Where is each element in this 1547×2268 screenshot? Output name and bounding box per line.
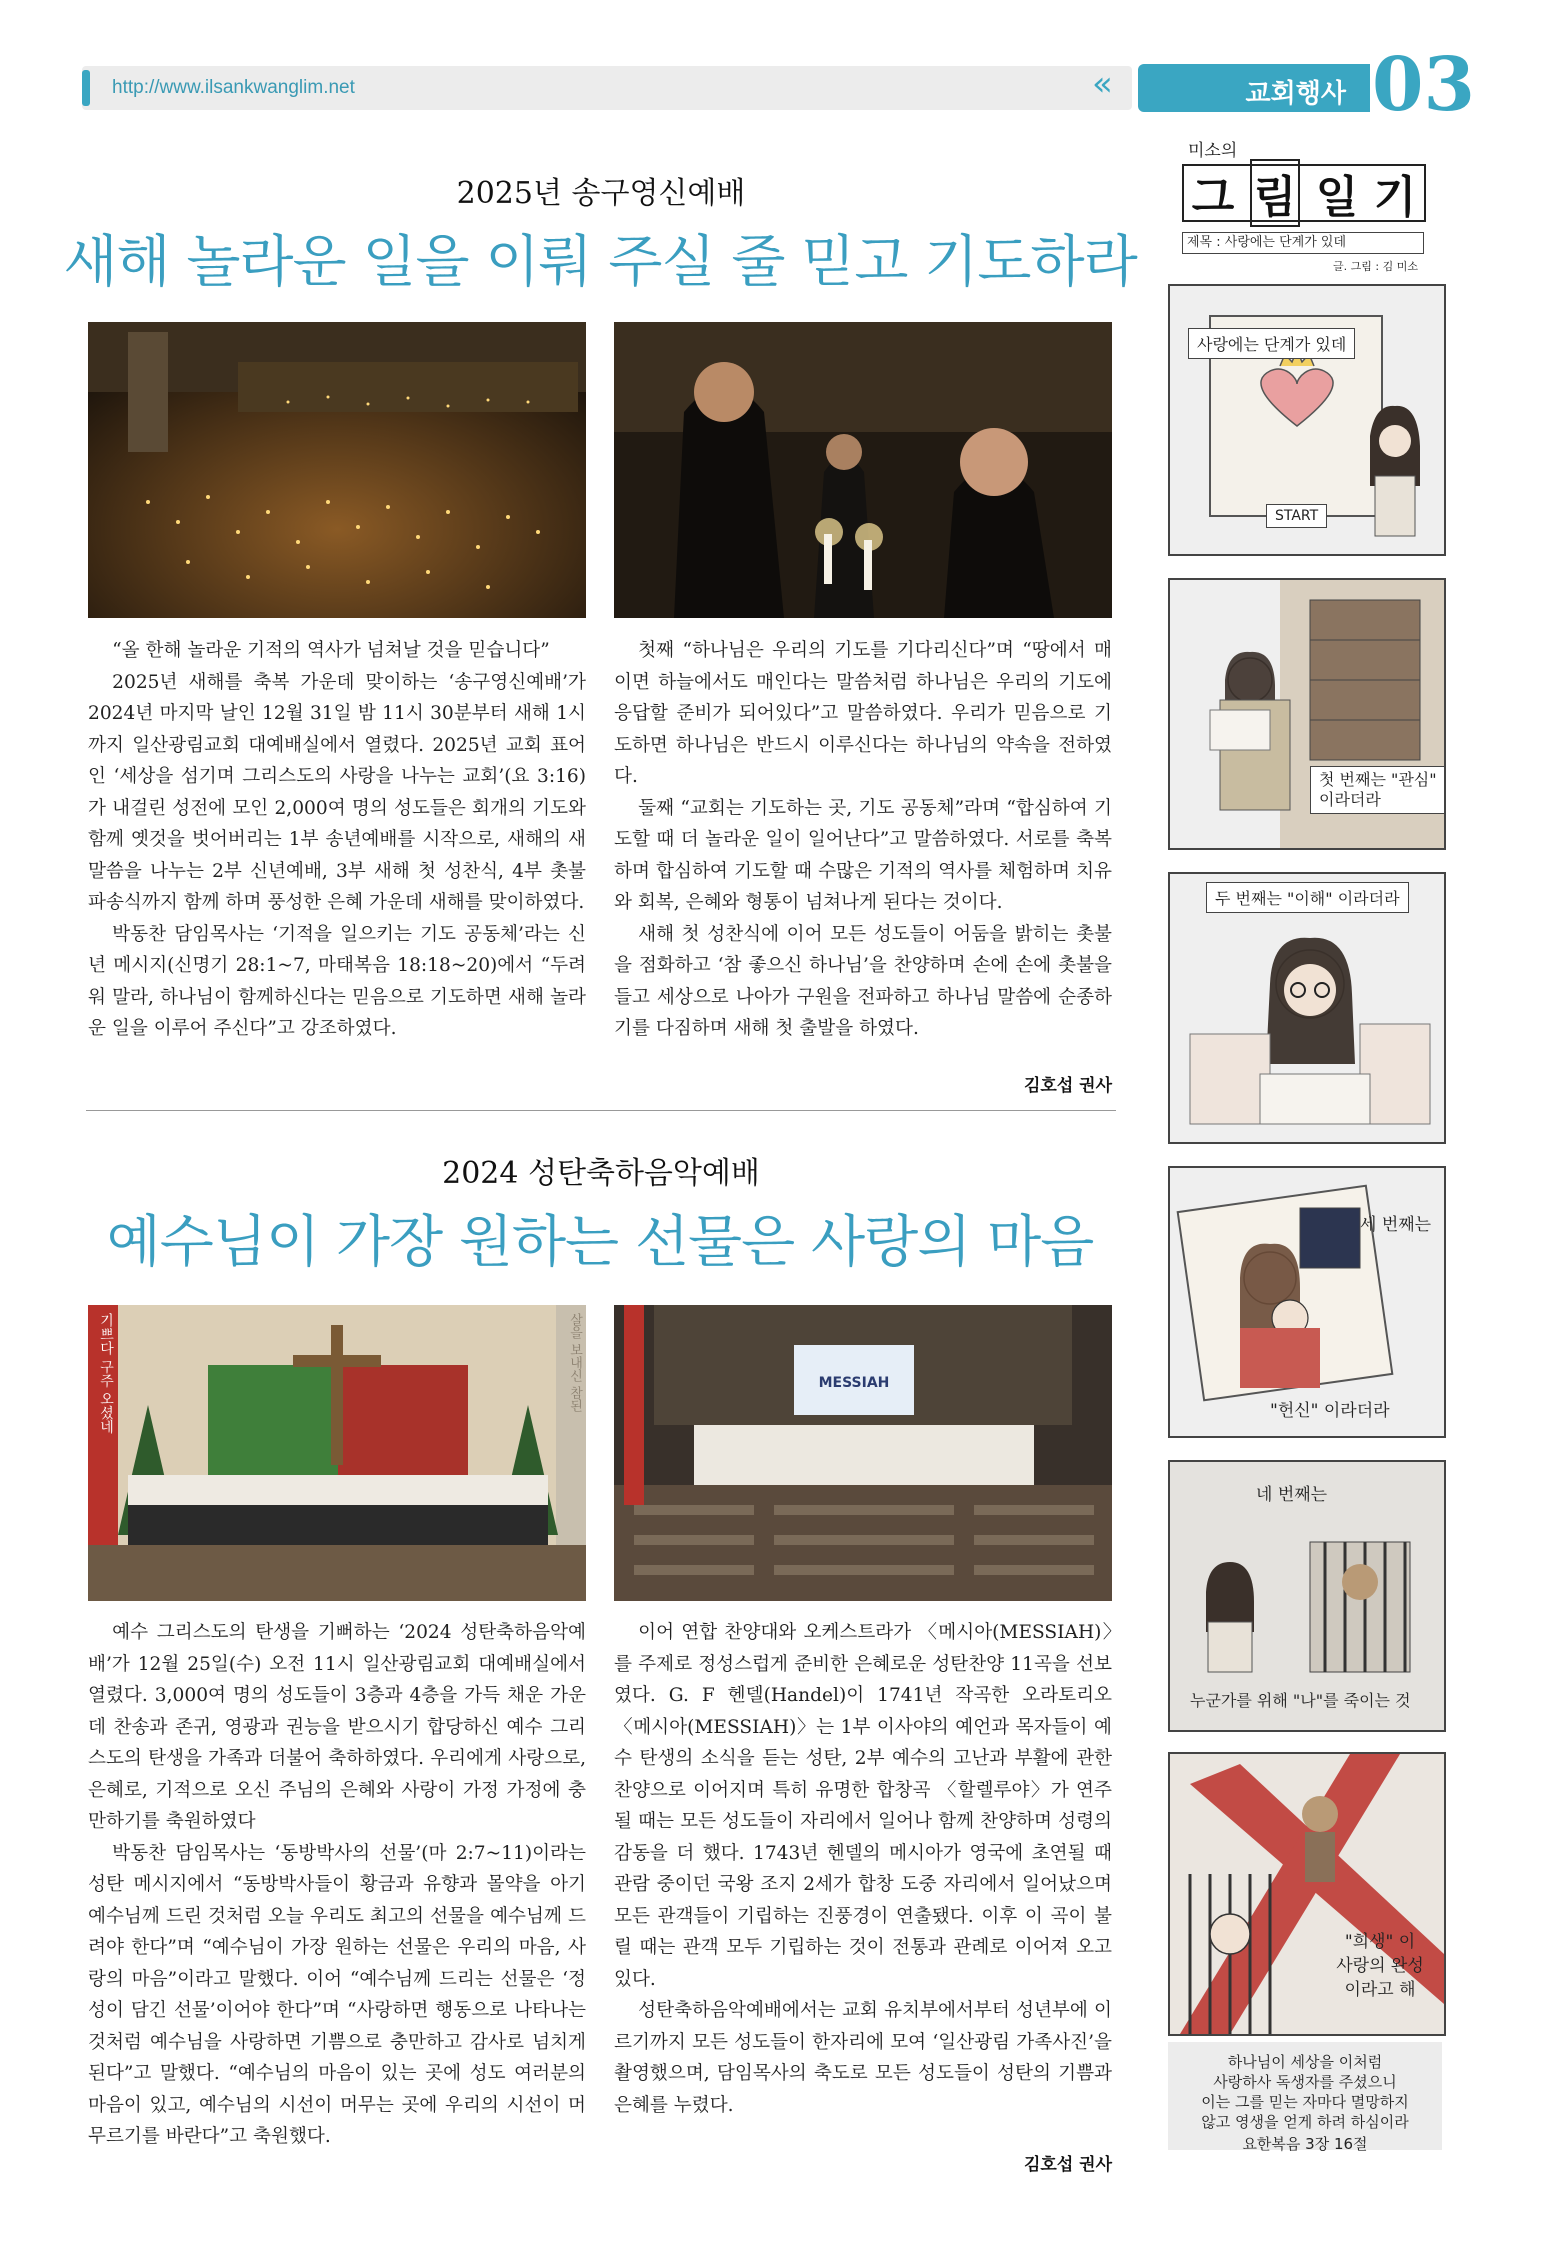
banner-text: 기쁘다 구주 오셨네 — [98, 1313, 114, 1434]
article1-column1 — [88, 635, 586, 1045]
article1-headline: 새해 놀라운 일을 이뤄 주실 줄 믿고 기도하라 — [63, 230, 1137, 295]
article2-column1 — [88, 1617, 586, 2153]
panel-sign: 사랑에는 단계가 있데 — [1188, 328, 1355, 359]
panel-caption: 세 번째는 — [1360, 1215, 1432, 1235]
verse-line: 않고 영생을 얻게 하려 하심이라 — [1201, 2113, 1409, 2131]
photo-candle-lighting — [614, 322, 1112, 618]
paragraph: 이어 연합 찬양대와 오케스트라가 〈메시아(MESSIAH)〉를 주제로 정성스럽게 준비한 은혜로운 성탄찬양 11곡을 선보였다. G. F 헨델(Handel)이 1741년 작곡한 오라토리오 〈메시아(MESSIAH)〉는 1부 이사야의 예언과 목자들이 예수 탄생의 소식을 듣는 성탄, 2부 예수의 고난과 부활에 관한 찬양으로 이어지며 특히 유명한 합창곡 〈할렐루야〉가 연주될 때는 모든 성도들이 자리에서 일어나 함께 찬양하며 성령의 감동을 더 했다. 1743년 헨델의 메시아가 영국에 초연될 때 관람 중이던 국왕 조지 2세가 합창 도중 자리에서 일어났으며 모든 관객들이 기립하는 진풍경이 연출됐다. 이후 이 곡이 불릴 때는 관객 모두 기립하는 것이 전통과 관례로 이어져 오고 있다. — [614, 1622, 1112, 1990]
screen-text: MESSIAH — [818, 1375, 890, 1391]
panel-caption: "헌신" 이라더라 — [1270, 1401, 1390, 1421]
candle-lighting-illustration — [614, 322, 1112, 618]
choir-stage-illustration — [88, 1305, 586, 1601]
comic-panel-4 — [1168, 1166, 1446, 1438]
banner-text: 살을 보내신 참된 — [567, 1313, 582, 1413]
article1-byline: 김호섭 권사 — [1023, 1076, 1112, 1096]
comic-panel-3 — [1168, 872, 1446, 1144]
candlelight-hall-illustration — [88, 322, 586, 618]
site-url[interactable]: http://www.ilsankwanglim.net — [112, 77, 355, 98]
panel-caption: 누군가를 위해 "나"를 죽이는 것 — [1190, 1691, 1411, 1710]
section-tab — [1138, 64, 1370, 112]
url-bar — [82, 66, 1132, 110]
caption-line: "희생" 이 — [1344, 1932, 1416, 1952]
title-char: 그 — [1191, 172, 1235, 223]
title-char: 기 — [1373, 172, 1417, 223]
panel-caption: 두 번째는 "이해" 이라더라 — [1206, 882, 1409, 913]
verse-line: 하나님이 세상을 이처럼 — [1227, 2053, 1383, 2071]
comic-series-title — [1182, 164, 1426, 222]
paragraph: 성탄축하음악예배에서는 교회 유치부에서부터 성년부에 이르기까지 모든 성도들이 한자리에 모여 ‘일산광림 가족사진’을 촬영했으며, 담임목사의 축도로 모든 성도들이 성탄의 기쁨과 은혜를 누렸다. — [614, 2000, 1112, 2116]
photo-choir-christmas — [88, 1305, 586, 1601]
section-title: 교회행사 — [1245, 79, 1346, 109]
article2-kicker: 2024 성탄축하음악예배 — [442, 1156, 760, 1191]
article1-column2 — [614, 635, 1112, 1045]
panel-caption: 네 번째는 — [1256, 1485, 1328, 1505]
panel-caption — [1310, 766, 1446, 814]
comic-panel-5 — [1168, 1460, 1446, 1732]
article2-column2 — [614, 1617, 1112, 2121]
start-sign: START — [1266, 504, 1327, 528]
caption-line: 사랑의 완성 — [1336, 1956, 1424, 1976]
article2-byline: 김호섭 권사 — [1023, 2155, 1112, 2175]
caption-line: 이라고 해 — [1344, 1980, 1416, 2000]
title-char: 림 — [1250, 159, 1301, 227]
caption-line: 첫 번째는 "관심" — [1319, 770, 1437, 789]
section-divider — [86, 1110, 1116, 1111]
reading-illustration — [1170, 874, 1444, 1142]
paragraph: 새해 첫 성찬식에 이어 모든 성도들이 어둠을 밝히는 촛불을 점화하고 ‘참 좋으신 하나님’을 찬양하며 손에 손에 촛불을 들고 세상으로 나아가 구원을 전파하고 하나님 말씀에 순종하기를 다짐하며 새해 첫 출발을 하였다. — [614, 923, 1112, 1039]
panel-caption — [1320, 1930, 1440, 2002]
double-chevron-left-icon: « — [1092, 64, 1105, 104]
article1-kicker: 2025년 송구영신예배 — [456, 176, 746, 211]
paragraph: 예수 그리스도의 탄생을 기뻐하는 ‘2024 성탄축하음악예배’가 12월 25일(수) 오전 11시 일산광림교회 대예배실에서 열렸다. 3,000여 명의 성도들이 3층과 4층을 가득 채운 가운데 찬송과 존귀, 영광과 권능을 받으시기 합당하신 예수 그리스도의 탄생을 가족과 더불어 축하하였다. 우리에게 사랑으로, 은혜로, 기적으로 오신 주님의 은혜와 사랑이 가정 가정에 충만하기를 축원하였다 — [88, 1622, 586, 1832]
paragraph: 박동찬 담임목사는 ‘동방박사의 선물’(마 2:7~11)이라는 성탄 메시지에서 “동방박사들이 황금과 유향과 몰약을 아기 예수님께 드린 것처럼 오늘 우리도 최고의 선물을 예수님께 드려야 한다”며 “예수님이 가장 원하는 선물은 우리의 마음, 사랑의 마음”이라고 말했다. 이어 “예수님께 드리는 선물은 ‘정성이 담긴 선물’이어야 한다”며 “사랑하면 행동으로 나타나는 것처럼 예수님을 사랑하면 기쁨으로 충만하고 감사로 넘치게 된다”고 말했다. “예수님의 마음이 있는 곳에 성도 여러분의 마음이 있고, 예수님의 시선이 머무는 곳에 우리의 시선이 머무르기를 바란다”고 축원했다. — [88, 1842, 586, 2147]
comic-panel-6 — [1168, 1752, 1446, 2036]
caption-line: 이라더라 — [1319, 790, 1381, 809]
paragraph: 둘째 “교회는 기도하는 곳, 기도 공동체”라며 “합심하여 기도할 때 더 놀라운 일이 일어난다”고 말씀하였다. 서로를 축복하며 합심하여 기도할 때 수많은 기적의 역사를 체험하며 치유와 회복, 은혜와 형통이 넘쳐나게 된다는 것이다. — [614, 797, 1112, 913]
comic-series-small: 미소의 — [1188, 141, 1238, 161]
verse-line: 사랑하사 독생자를 주셨으니 — [1213, 2073, 1397, 2091]
comic-subtitle: 제목 : 사랑에는 단계가 있데 — [1182, 232, 1424, 254]
photo-messiah-concert — [614, 1305, 1112, 1601]
article2-headline: 예수님이 가장 원하는 선물은 사랑의 마음 — [106, 1210, 1094, 1275]
concert-hall-illustration — [614, 1305, 1112, 1601]
paragraph: 2025년 새해를 축복 가운데 맞이하는 ‘송구영신예배’가 2024년 마지막 날인 12월 31일 밤 11시 30분부터 새해 1시까지 일산광림교회 대예배실에서 열렸다. 2025년 교회 표어인 ‘세상을 섬기며 그리스도의 사랑을 나누는 교회’(요 3:16)가 내걸린 성전에 모인 2,000여 명의 성도들은 회개의 기도와 함께 옛것을 벗어버리는 1부 송년예배를 시작으로, 새해의 새 말씀을 나누는 2부 신년예배, 3부 새해 첫 성찬식, 4부 촛불 파송식까지 함께 하며 풍성한 은혜 가운데 새해를 맞이하였다. — [88, 671, 586, 913]
bible-verse-box — [1168, 2042, 1442, 2153]
photo-candlelight-congregation — [88, 322, 586, 618]
comic-credit: 글. 그림 : 김 미소 — [1333, 260, 1418, 273]
title-char: 일 — [1315, 172, 1359, 223]
verse-line: 이는 그를 믿는 자마다 멸망하지 — [1201, 2093, 1409, 2111]
comic-panel-1 — [1168, 284, 1446, 556]
paragraph: 박동찬 담임목사는 ‘기적을 일으키는 기도 공동체’라는 신년 메시지(신명기 28:1~7, 마태복음 18:18~20)에서 “두려워 말라, 하나님이 함께하신다는 믿음으로 기도하면 새해 놀라운 일을 이루어 주신다”고 강조하였다. — [88, 923, 586, 1039]
verse-reference: 요한복음 3장 16절 — [1242, 2135, 1368, 2153]
paragraph: 첫째 “하나님은 우리의 기도를 기다리신다”며 “땅에서 매이면 하늘에서도 매인다는 말씀처럼 하나님은 우리의 기도에 응답할 준비가 되어있다”고 말씀하였다. 우리가 믿음으로 기도하면 하나님은 반드시 이루신다는 하나님의 약속을 전하였다. — [614, 640, 1112, 787]
comic-panel-2 — [1168, 578, 1446, 850]
page-number: 03 — [1372, 42, 1475, 128]
url-bar-accent — [82, 70, 90, 106]
paragraph: “올 한해 놀라운 기적의 역사가 넘쳐날 것을 믿습니다” — [112, 640, 550, 661]
